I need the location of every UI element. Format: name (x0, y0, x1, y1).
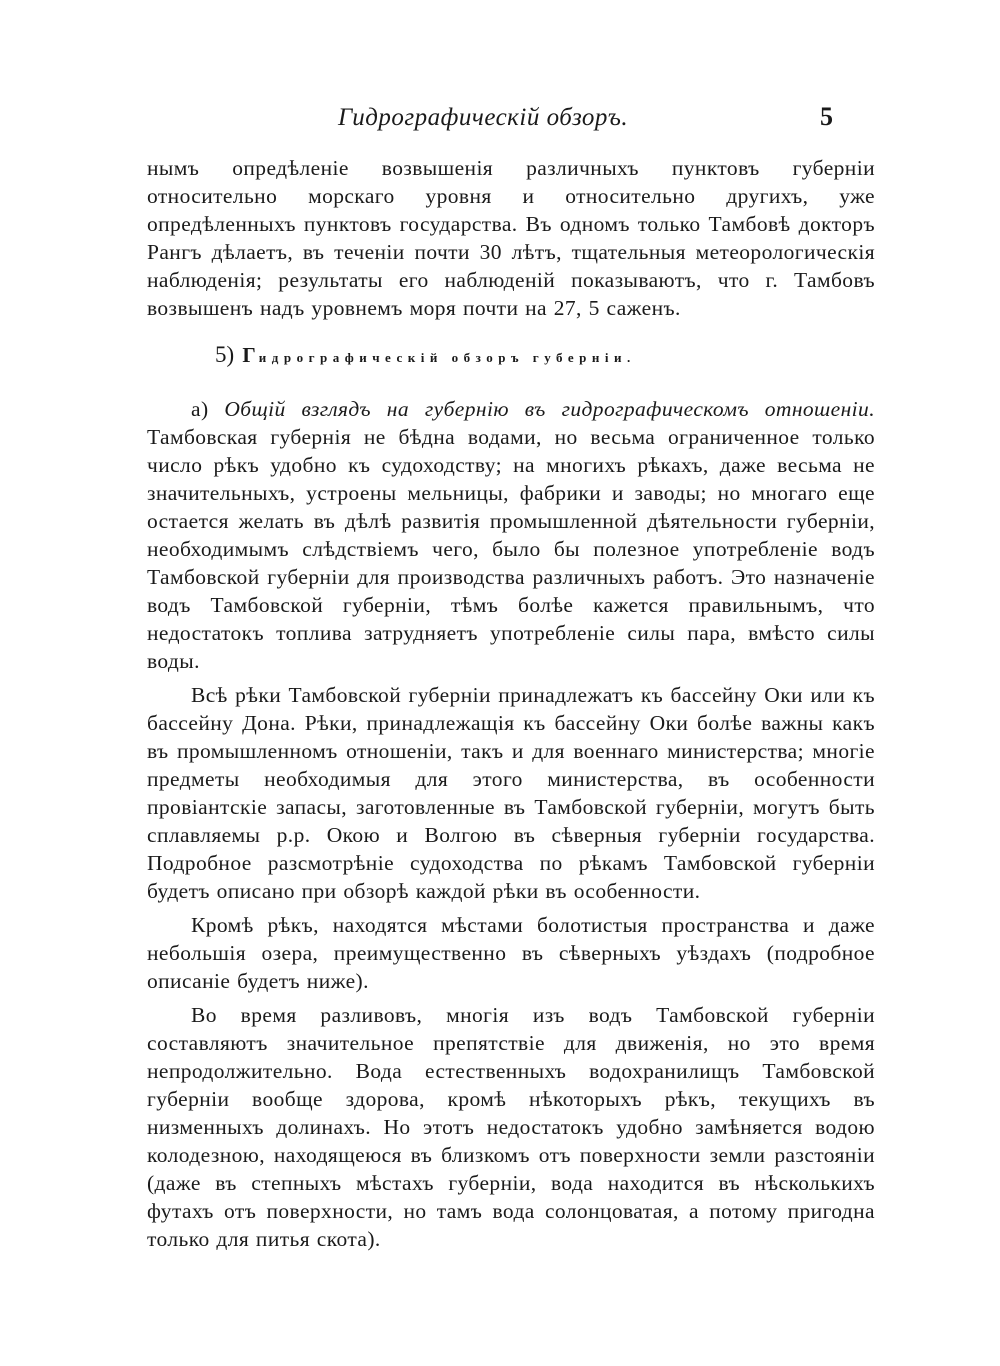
running-title: Гидрографическій обзоръ. (338, 104, 629, 131)
subsection-label: а) (191, 397, 209, 421)
paragraph-rivers: Всѣ рѣки Тамбовской губерніи принадлежатъ къ бассейну Оки или къ бассейну Дона. Рѣки, принадлежащія къ бассейну Оки болѣе важны какъ въ промышленномъ отношеніи, такъ и для военнаго министерства; многіе предметы необходимыя для этого министерства, въ особенности провіантскіе запасы, заготовленные въ Тамбовской губерніи, могутъ быть сплавляемы р.р. Окою и Волгою въ сѣверныя губерніи государства. Подробное разсмотрѣніе судоходства по рѣкамъ Тамбовской губерніи будетъ описано при обзорѣ каждой рѣки въ особенности. (147, 683, 875, 903)
section-heading-initial: Г (242, 343, 259, 367)
subsection-paragraph (147, 395, 875, 675)
section-heading (215, 342, 636, 368)
paragraph-floods: Во время разливовъ, многія изъ водъ Тамбовской губерніи составляютъ значительное препятствіе для движенія, но это время непродолжительно. Вода естественныхъ водохранилищъ Тамбовской губерніи вообще здорова, кромѣ нѣкоторыхъ рѣкъ, текущихъ въ низменныхъ долинахъ. Но этотъ недостатокъ удобно замѣняется водою колодезною, находящеюся въ близкомъ отъ поверхности земли разстояніи (даже въ степныхъ мѣстахъ губерніи, вода находится въ нѣсколькихъ футахъ отъ поверхности, но тамъ вода солонцоватая, а потому пригодна только для питья скота). (147, 1003, 875, 1251)
intro-paragraph: нымъ опредѣленіе возвышенія различныхъ пунктовъ губерніи относительно морскаго уровня и относительно другихъ, уже опредѣленныхъ пунктовъ государства. Въ одномъ только Тамбовѣ докторъ Рангъ дѣлаетъ, въ теченіи почти 30 лѣтъ, тщательныя метеорологическія наблюденія; результаты его наблюденій показываютъ, что г. Тамбовъ возвышенъ надъ уровнемъ моря почти на 27, 5 саженъ. (147, 156, 875, 320)
subsection-heading: Общій взглядъ на губернію въ гидрографическомъ отношеніи. (224, 397, 875, 421)
subsection-text: Тамбовская губернія не бѣдна водами, но весьма ограниченное только число рѣкъ удобно къ судоходству; на многихъ рѣкахъ, даже весьма не значительныхъ, устроены мельницы, фабрики и заводы; но многаго еще остается желать въ дѣлѣ развитія промышленной дѣятельности губерніи, необходимымъ слѣдствіемъ чего, было бы полезное употребленіе водъ Тамбовской губерніи для производства различныхъ работъ. Это назначеніе водъ Тамбовской губерніи, тѣмъ болѣе кажется правильнымъ, что недостатокъ топлива затрудняетъ употребленіе силы пара, вмѣсто силы воды. (147, 425, 875, 673)
paragraph-marshes: Кромѣ рѣкъ, находятся мѣстами болотистыя пространства и даже небольшія озера, преимущественно въ сѣверныхъ уѣздахъ (подробное описаніе будетъ ниже). (147, 913, 875, 993)
page-number: 5 (820, 102, 833, 131)
main-text-block (147, 395, 875, 1259)
section-number: 5) (215, 342, 235, 367)
intro-text-block (147, 154, 875, 322)
section-heading-text: идрографическій обзоръ губерніи. (258, 350, 636, 365)
